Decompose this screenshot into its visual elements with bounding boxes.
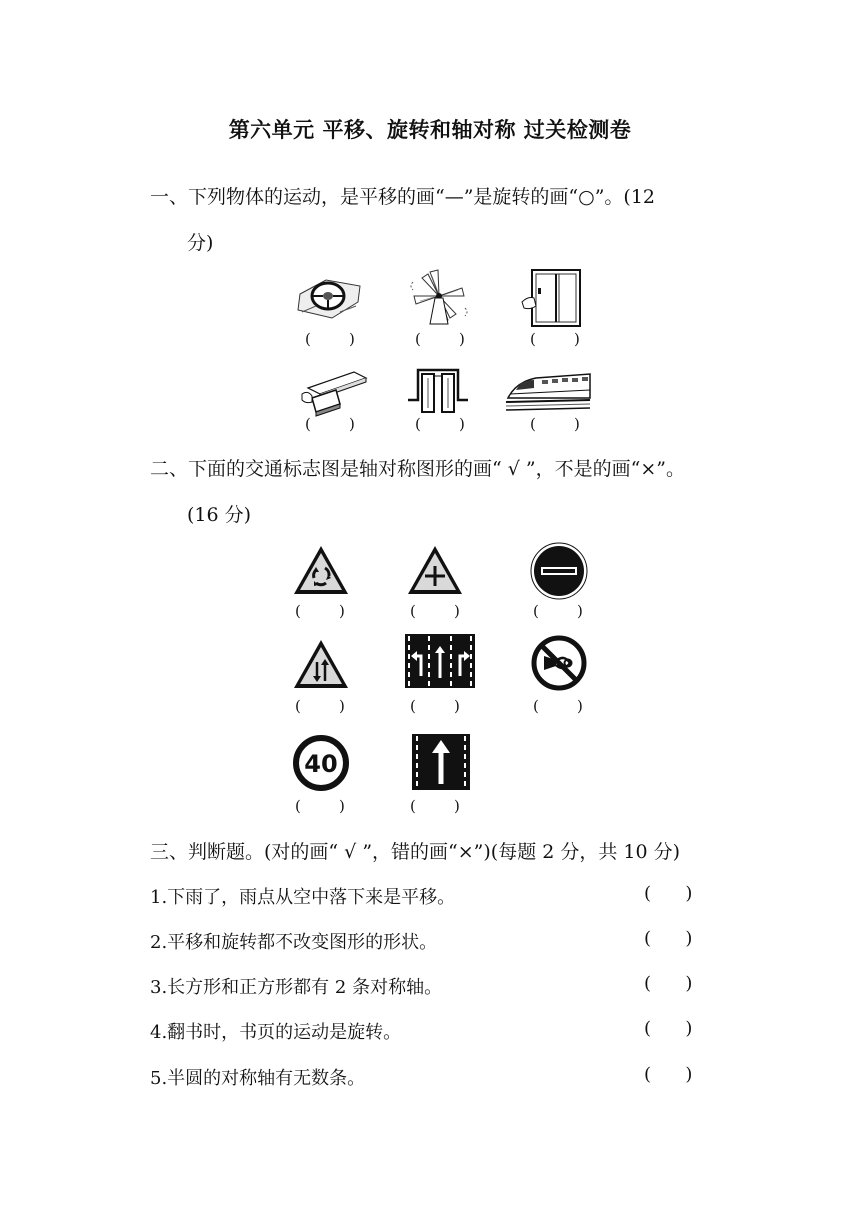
steering-wheel-icon	[296, 272, 362, 324]
section1-question-cont: 分)	[187, 232, 214, 254]
answer-blank[interactable]: ( )	[410, 697, 460, 715]
judge-item-1: 1.下雨了，雨点从空中落下来是平移。	[150, 887, 456, 908]
section1-question: 一、下列物体的运动，是平移的画“—”是旋转的画“○”。(12	[150, 186, 656, 208]
answer-blank[interactable]: ( )	[415, 330, 465, 348]
no-honking-sign-icon	[530, 634, 588, 692]
answer-blank[interactable]: ( )	[644, 973, 693, 994]
answer-blank[interactable]: ( )	[305, 330, 355, 348]
answer-blank[interactable]: ( )	[410, 797, 460, 815]
straight-ahead-sign-icon	[412, 734, 470, 790]
drawer-icon	[300, 368, 368, 418]
answer-blank[interactable]: ( )	[644, 883, 693, 904]
answer-blank[interactable]: ( )	[295, 697, 345, 715]
judge-item-4: 4.翻书时，书页的运动是旋转。	[150, 1022, 402, 1043]
answer-blank[interactable]: ( )	[533, 602, 583, 620]
two-way-traffic-sign-icon	[292, 638, 350, 690]
judge-item-3: 3.长方形和正方形都有 2 条对称轴。	[150, 977, 443, 998]
answer-blank[interactable]: ( )	[530, 415, 580, 433]
elevator-door-icon	[406, 366, 470, 416]
judge-item-2: 2.平移和旋转都不改变图形的形状。	[150, 932, 438, 953]
lane-direction-sign-icon	[405, 634, 475, 688]
answer-blank[interactable]: ( )	[410, 602, 460, 620]
answer-blank[interactable]: ( )	[644, 1064, 693, 1085]
answer-blank[interactable]: ( )	[644, 1018, 693, 1039]
answer-blank[interactable]: ( )	[530, 330, 580, 348]
answer-blank[interactable]: ( )	[644, 928, 693, 949]
section2-question-cont: (16 分)	[187, 504, 252, 526]
train-icon	[506, 368, 590, 412]
speed-limit-40-sign-icon	[292, 734, 350, 792]
answer-blank[interactable]: ( )	[415, 415, 465, 433]
answer-blank[interactable]: ( )	[305, 415, 355, 433]
answer-blank[interactable]: ( )	[533, 697, 583, 715]
answer-blank[interactable]: ( )	[295, 602, 345, 620]
section2-question: 二、下面的交通标志图是轴对称图形的画“ √ ”，不是的画“×”。	[150, 458, 685, 480]
speed-limit-value: 40	[304, 750, 338, 778]
crossroad-sign-icon	[406, 544, 464, 596]
no-entry-sign-icon	[530, 542, 588, 600]
section3-question: 三、判断题。(对的画“ √ ”，错的画“×”)(每题 2 分，共 10 分)	[150, 841, 681, 863]
judge-item-5: 5.半圆的对称轴有无数条。	[150, 1068, 366, 1089]
answer-blank[interactable]: ( )	[295, 797, 345, 815]
sliding-window-icon	[520, 268, 584, 328]
page-title: 第六单元 平移、旋转和轴对称 过关检测卷	[228, 118, 632, 142]
windmill-icon	[408, 268, 470, 326]
roundabout-sign-icon	[292, 544, 350, 596]
